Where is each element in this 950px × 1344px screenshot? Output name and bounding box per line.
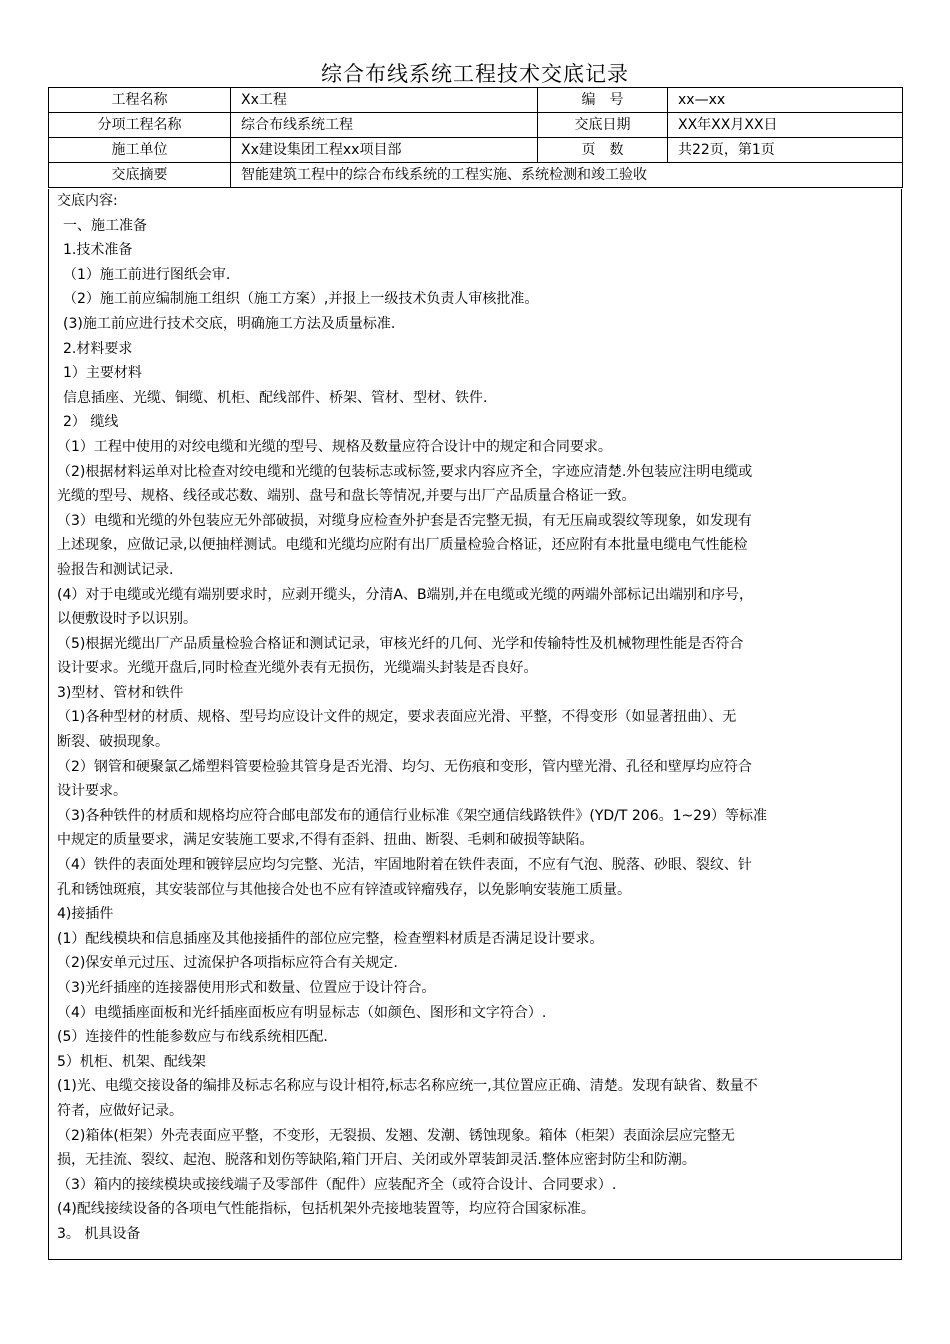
content-line: 信息插座、光缆、铜缆、机柜、配线部件、桥架、管材、型材、铁件.: [63, 389, 488, 406]
content-line: 交底内容:: [57, 193, 118, 209]
header-row-unit: [49, 138, 903, 163]
content-line: （3）电缆和光缆的外包装应无外部破损，对缆身应检查外护套是否完整无损，有无压扁或裂纹等现象，如发现有: [57, 512, 752, 529]
content-line: （3)光纤插座的连接器使用形式和数量、位置应于设计符合。: [57, 980, 436, 996]
content-line: (1)光、电缆交接设备的编排及标志名称应与设计相符,标志名称应统一,其位置应正确、清楚。发现有缺省、数量不: [57, 1078, 758, 1095]
header-row-summary: [49, 163, 903, 188]
content-line: (4）对于电缆或光缆有端别要求时，应剥开缆头，分清A、B端别,并在电缆或光缆的两端外部标记出端别和序号，: [57, 586, 753, 603]
content-line: 中规定的质量要求，满足安装施工要求,不得有歪斜、扭曲、断裂、毛刺和破损等缺陷。: [57, 832, 594, 849]
content-line: 上述现象，应做记录,以便抽样测试。电缆和光缆均应附有出厂质量检验合格证，还应附有本批量电缆电气性能检: [57, 537, 748, 554]
content-line: （2)保安单元过压、过流保护各项指标应符合有关规定.: [57, 955, 398, 972]
header-table: [48, 87, 903, 188]
content-line: （1）施工前进行图纸会审.: [63, 266, 231, 283]
document-title: 综合布线系统工程技术交底记录: [321, 62, 629, 86]
content-line: （1）工程中使用的对绞电缆和光缆的型号、规格及数量应符合设计中的规定和合同要求。: [57, 438, 612, 455]
number-label: 编 号: [538, 88, 668, 113]
pages-value: 共22页，第1页: [668, 138, 903, 163]
content-line: 3)型材、管材和铁件: [57, 684, 184, 701]
content-line: （5)根据光缆出厂产品质量检验合格证和测试记录，审核光纤的几何、光学和传输特性及机械物理性能是否符合: [57, 635, 744, 652]
content-line: （2)箱体(柜架）外壳表面应平整，不变形，无裂损、发翘、发潮、锈蚀现象。箱体（柜架）表面涂层应完整无: [57, 1127, 735, 1144]
content-line: 3。 机具设备: [57, 1225, 141, 1242]
content-line: （2）钢管和硬聚氯乙烯塑料管要检验其管身是否光滑、均匀、无伤痕和变形，管内壁光滑、孔径和壁厚均应符合: [57, 758, 752, 775]
unit-label: 施工单位: [49, 138, 231, 163]
content-line: （3）箱内的接续模块或接线端子及零部件（配件）应装配齐全（或符合设计、合同要求）.: [57, 1176, 617, 1193]
summary-value: 智能建筑工程中的综合布线系统的工程实施、系统检测和竣工验收: [231, 163, 903, 188]
content-line: （4）铁件的表面处理和镀锌层应均匀完整、光洁，牢固地附着在铁件表面，不应有气泡、脱落、砂眼、裂纹、针: [57, 857, 752, 874]
content-line: (5）连接件的性能参数应与布线系统相匹配.: [57, 1029, 328, 1046]
content-line: （4）电缆插座面板和光纤插座面板应有明显标志（如颜色、图形和文字符合）.: [57, 1004, 547, 1021]
content-line: 设计要求。: [57, 783, 127, 800]
date-label: 交底日期: [538, 113, 668, 138]
number-value: xx—xx: [668, 88, 903, 113]
content-line: 以便敷设时予以识别。: [57, 611, 197, 628]
content-body: [49, 189, 901, 1247]
project-name-value: Xx工程: [231, 88, 538, 113]
content-line: （2)根据材料运单对比检查对绞电缆和光缆的包装标志或标签,要求内容应齐全，字迹应清楚.外包装应注明电缆或: [57, 463, 753, 480]
date-value: XX年XX月XX日: [668, 113, 903, 138]
content-line: 符者，应做好记录。: [57, 1102, 183, 1119]
content-line: (1）配线模块和信息插座及其他接插件的部位应完整，检查塑料材质是否满足设计要求。: [57, 930, 604, 947]
content-line: （1)各种型材的材质、规格、型号均应设计文件的规定，要求表面应光滑、平整，不得变形（如显著扭曲）、无: [57, 709, 737, 726]
unit-value: Xx建设集团工程xx项目部: [231, 138, 538, 163]
content-line: 5）机柜、机架、配线架: [57, 1053, 206, 1070]
pages-label: 页 数: [538, 138, 668, 163]
content-line: 设计要求。光缆开盘后,同时检查光缆外表有无损伤，光缆端头封装是否良好。: [57, 660, 538, 677]
content-line: 验报告和测试记录.: [57, 561, 174, 578]
content-line: 2.材料要求: [63, 340, 133, 357]
header-row-subproject: [49, 113, 903, 138]
content-box: [48, 189, 902, 1260]
content-line: 断裂、破损现象。: [57, 734, 169, 751]
content-line: 1.技术准备: [63, 242, 133, 259]
summary-label: 交底摘要: [49, 163, 231, 188]
content-line: （2）施工前应编制施工组织（施工方案）,并报上一级技术负责人审核批准。: [63, 291, 539, 308]
content-line: 损，无挂流、裂纹、起泡、脱落和划伤等缺陷,箱门开启、关闭或外罩装卸灵活.整体应密封防尘和防潮。: [57, 1152, 696, 1169]
content-line: 4)接插件: [57, 906, 114, 923]
sub-project-value: 综合布线系统工程: [231, 113, 538, 138]
content-line: （3)各种铁件的材质和规格均应符合邮电部发布的通信行业标准《架空通信线路铁件》(YD/T 206。1~29）等标准: [57, 807, 768, 824]
content-line: 孔和锈蚀斑痕，其安装部位与其他接合处也不应有锌渣或锌瘤残存，以免影响安装施工质量。: [57, 881, 631, 898]
content-line: 2） 缆线: [63, 414, 119, 431]
content-line: (3)施工前应进行技术交底，明确施工方法及质量标准.: [63, 315, 396, 332]
content-line: 1）主要材料: [63, 365, 142, 382]
content-line: 光缆的型号、规格、线径或芯数、端别、盘号和盘长等情况,并要与出厂产品质量合格证一致。: [57, 488, 636, 505]
content-line: 一、施工准备: [63, 217, 147, 234]
header-row-project: [49, 88, 903, 113]
content-line: (4)配线接续设备的各项电气性能指标，包括机架外壳接地装置等，均应符合国家标准。: [57, 1201, 595, 1218]
sub-project-label: 分项工程名称: [49, 113, 231, 138]
project-name-label: 工程名称: [49, 88, 231, 113]
